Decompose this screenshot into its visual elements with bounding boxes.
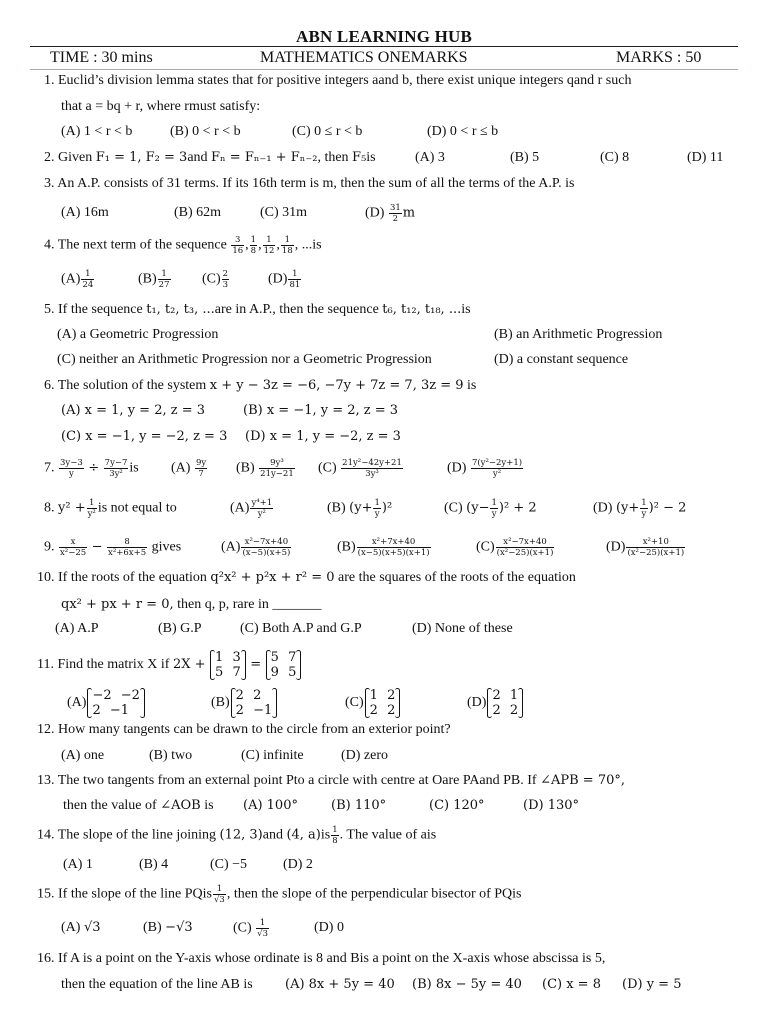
q11-option-d: (D) 2 1 2 2 bbox=[467, 688, 524, 718]
q11-stem: 11. Find the matrix X if 2X + 1 3 5 7 = 5 7 9 5 bbox=[37, 650, 302, 680]
q1-option-d: (D) 0 < r ≤ b bbox=[427, 124, 499, 139]
q4-term-4: $\frac{1}{18}$ bbox=[281, 235, 293, 256]
q10-option-a: (A) A.P bbox=[55, 621, 99, 636]
q7-option-b: (B) $\frac{\text{9y³}}{21y-21}$ bbox=[236, 458, 294, 479]
q11-option-a: (A) −2 −2 2 −1 bbox=[67, 688, 146, 718]
q12-option-c: (C) infinite bbox=[241, 748, 304, 763]
q4-option-d: (D) $\frac{1}{81}$ bbox=[268, 269, 301, 290]
q10-option-d: (D) None of these bbox=[412, 621, 513, 636]
q8-option-d: (D) (y+ $\frac{1}{y}$ )² − 2 bbox=[593, 498, 687, 519]
q15-option-c: (C) $\frac{1}{√3}$ bbox=[233, 918, 268, 939]
q1-option-c: (C) 0 ≤ r < b bbox=[292, 124, 363, 139]
q1-stem-line2: that a = bq + r, where rmust satisfy: bbox=[61, 99, 261, 114]
q13-option-c: (C) 120° bbox=[429, 798, 485, 813]
q3-option-d-label: (D) bbox=[365, 205, 385, 221]
subject-label: MATHEMATICS ONEMARKS bbox=[260, 49, 468, 66]
q9-option-b: (B) $\frac{\text{x²+7x+40}}{(x-5)(x+5)(x+1)}$ bbox=[337, 537, 430, 558]
q2-is: is bbox=[366, 150, 376, 165]
q14-option-c: (C) −5 bbox=[210, 857, 248, 872]
q6-option-b: (B) x = −1, y = 2, z = 3 bbox=[243, 403, 399, 418]
q12-option-d: (D) zero bbox=[341, 748, 389, 763]
q4-option-c: (C) $\frac{2}{3}$ bbox=[202, 269, 229, 290]
q4-stem: 4. The next term of the sequence $\frac{3}{16}$ , $\frac{1}{8}$ , $\frac{1}{12}$ , $\frac{1}{18}$ , ...is bbox=[44, 235, 322, 256]
q2-stem bbox=[44, 148, 376, 168]
q11-option-c: (C) 1 2 2 2 bbox=[345, 688, 401, 718]
q7-fraction-1: $\frac{3y-3}{y}$ bbox=[60, 458, 83, 479]
q8-option-b: (B) (y+ $\frac{1}{y}$ )² bbox=[327, 498, 393, 519]
q14-option-b: (B) 4 bbox=[139, 857, 169, 872]
q10-option-b: (B) G.P bbox=[158, 621, 202, 636]
q14-option-a: (A) 1 bbox=[63, 857, 93, 872]
q11-matrix-2: 5 7 9 5 bbox=[266, 650, 302, 680]
q2-then: , then bbox=[317, 150, 349, 165]
q11-option-b: (B) 2 2 2 −1 bbox=[211, 688, 278, 718]
q4-option-a: (A) $\frac{1}{24}$ bbox=[61, 269, 94, 290]
q4-term-3: $\frac{1}{12}$ bbox=[263, 235, 275, 256]
q12-option-b: (B) two bbox=[149, 748, 193, 763]
q6-option-a: (A) x = 1, y = 2, z = 3 bbox=[61, 403, 206, 418]
q11-matrix-1: 1 3 5 7 bbox=[210, 650, 246, 680]
q13-stem-line2: then the value of ∠AOB is bbox=[63, 798, 214, 813]
q2-recurrence: Fₙ = Fₙ₋₁ + Fₙ₋₂ bbox=[211, 150, 318, 165]
q3-option-d: (D) $\frac{31}{2}$ m bbox=[365, 203, 416, 224]
header-rule-top bbox=[30, 46, 738, 47]
q6-option-d: (D) x = 1, y = −2, z = 3 bbox=[245, 429, 401, 444]
time-label: TIME : 30 mins bbox=[50, 49, 153, 66]
q4-term-2: $\frac{1}{8}$ bbox=[250, 235, 257, 256]
header-rule-bottom bbox=[30, 69, 738, 70]
q7-fraction-2: $\frac{7y-7}{\text{3y²}}$ bbox=[104, 458, 128, 479]
q13-option-a: (A) 100° bbox=[243, 798, 298, 813]
q8-option-c: (C) (y− $\frac{1}{y}$ )² + 2 bbox=[444, 498, 537, 519]
q3-option-b: (B) 62m bbox=[174, 205, 222, 220]
q14-stem: 14. The slope of the line joining (12, 3)and (4, a)is $\frac{1}{8}$ . The value of ais bbox=[37, 825, 437, 846]
q5-option-d: (D) a constant sequence bbox=[494, 352, 629, 367]
q7-option-a: (A) $\frac{9y}{7}$ bbox=[171, 458, 207, 479]
q2-and: and bbox=[187, 150, 208, 165]
q2-option-b: (B) 5 bbox=[510, 150, 540, 165]
q16-stem-line1: 16. If A is a point on the Y-axis whose ordinate is 8 and Bis a point on the X-axis whose abscissa is 5, bbox=[37, 951, 606, 966]
q3-option-a: (A) 16m bbox=[61, 205, 109, 220]
q2-option-c: (C) 8 bbox=[600, 150, 630, 165]
q2-option-a: (A) 3 bbox=[415, 150, 445, 165]
q16-option-c: (C) x = 8 bbox=[542, 977, 601, 992]
q2-lead: 2. Given bbox=[44, 150, 93, 165]
q9-stem: 9. $\frac{x}{\text{x²−25}}$ − $\frac{8}{\text{x²+6x+5}}$ gives bbox=[44, 537, 182, 558]
marks-label: MARKS : 50 bbox=[616, 49, 702, 66]
q9-option-c: (C) $\frac{\text{x²−7x+40}}{\text{(x²−25)(x+1)}}$ bbox=[476, 537, 554, 558]
q15-option-d: (D) 0 bbox=[314, 920, 344, 935]
q15-option-a: (A) √3 bbox=[61, 920, 101, 935]
q2-given: F₁ = 1, F₂ = 3 bbox=[95, 150, 188, 165]
q8-stem: 8. y² + $\frac{1}{\text{y²}}$ is not equal to bbox=[44, 498, 177, 519]
q13-stem-line1: 13. The two tangents from an external point Pto a circle with centre at Oare PAand PB. If ∠APB = 70°, bbox=[37, 773, 626, 788]
q12-option-a: (A) one bbox=[61, 748, 105, 763]
q5-stem: 5. If the sequence t₁, t₂, t₃, ...are in A.P., then the sequence t₆, t₁₂, t₁₈, ...is bbox=[44, 302, 471, 317]
q7-option-c: (C) $\frac{\text{21y²−42y+21}}{\text{3y³}}$ bbox=[318, 458, 402, 479]
q10-stem-line1: 10. If the roots of the equation q²x² + p²x + r² = 0 are the squares of the roots of the equation bbox=[37, 570, 576, 585]
q2-f5: F₅ bbox=[352, 150, 367, 165]
q12-stem: 12. How many tangents can be drawn to the circle from an exterior point? bbox=[37, 722, 451, 737]
q7-stem: 7. $\frac{3y-3}{y}$ ÷ $\frac{7y-7}{\text{3y²}}$ is bbox=[44, 458, 139, 479]
q5-option-a: (A) a Geometric Progression bbox=[57, 327, 219, 342]
q9-option-d: (D) $\frac{\text{x²+10}}{\text{(x²−25)(x+1)}}$ bbox=[606, 537, 685, 558]
q1-option-a: (A) 1 < r < b bbox=[61, 124, 133, 139]
q16-option-b: (B) 8x − 5y = 40 bbox=[412, 977, 522, 992]
q13-option-b: (B) 110° bbox=[331, 798, 387, 813]
q3-option-d-fraction: $\frac{31}{2}$ bbox=[389, 203, 401, 224]
q4-option-b: (B) $\frac{1}{27}$ bbox=[138, 269, 170, 290]
q5-option-c: (C) neither an Arithmetic Progression nor a Geometric Progression bbox=[57, 352, 432, 367]
q2-option-d: (D) 11 bbox=[687, 150, 724, 165]
q9-option-a: (A) $\frac{\text{x²−7x+40}}{(x-5)(x+5)}$ bbox=[221, 537, 291, 558]
q6-option-c: (C) x = −1, y = −2, z = 3 bbox=[61, 429, 228, 444]
q3-option-c: (C) 31m bbox=[260, 205, 308, 220]
q16-option-a: (A) 8x + 5y = 40 bbox=[285, 977, 395, 992]
q5-option-b: (B) an Arithmetic Progression bbox=[494, 327, 663, 342]
q10-option-c: (C) Both A.P and G.P bbox=[240, 621, 362, 636]
q15-option-b: (B) −√3 bbox=[143, 920, 193, 935]
q1-option-b: (B) 0 < r < b bbox=[170, 124, 241, 139]
q7-option-d: (D) $\frac{\text{7(y²−2y+1)}}{\text{y²}}$ bbox=[447, 458, 523, 479]
q3-stem: 3. An A.P. consists of 31 terms. If its 16th term is m, then the sum of all the terms of the A.P. is bbox=[44, 176, 575, 191]
q10-stem-line2: qx² + px + r = 0, then q, p, rare in _______ bbox=[61, 597, 322, 612]
institute-title: ABN LEARNING HUB bbox=[295, 27, 473, 46]
q4-term-1: $\frac{3}{16}$ bbox=[232, 235, 244, 256]
q16-option-d: (D) y = 5 bbox=[622, 977, 682, 992]
q16-stem-line2: then the equation of the line AB is bbox=[61, 977, 253, 992]
q8-option-a: (A) $\frac{\text{y⁴+1}}{\text{y²}}$ bbox=[230, 498, 273, 519]
q15-stem: 15. If the slope of the line PQis $\frac{1}{√3}$ , then the slope of the perpendicular bisector of PQis bbox=[37, 884, 522, 905]
q13-option-d: (D) 130° bbox=[523, 798, 580, 813]
q6-stem: 6. The solution of the system x + y − 3z = −6, −7y + 7z = 7, 3z = 9 is bbox=[44, 378, 477, 393]
q14-option-d: (D) 2 bbox=[283, 857, 313, 872]
q1-stem-line1: 1. Euclid’s division lemma states that for positive integers aand b, there exist unique integers qand r such bbox=[44, 73, 632, 88]
